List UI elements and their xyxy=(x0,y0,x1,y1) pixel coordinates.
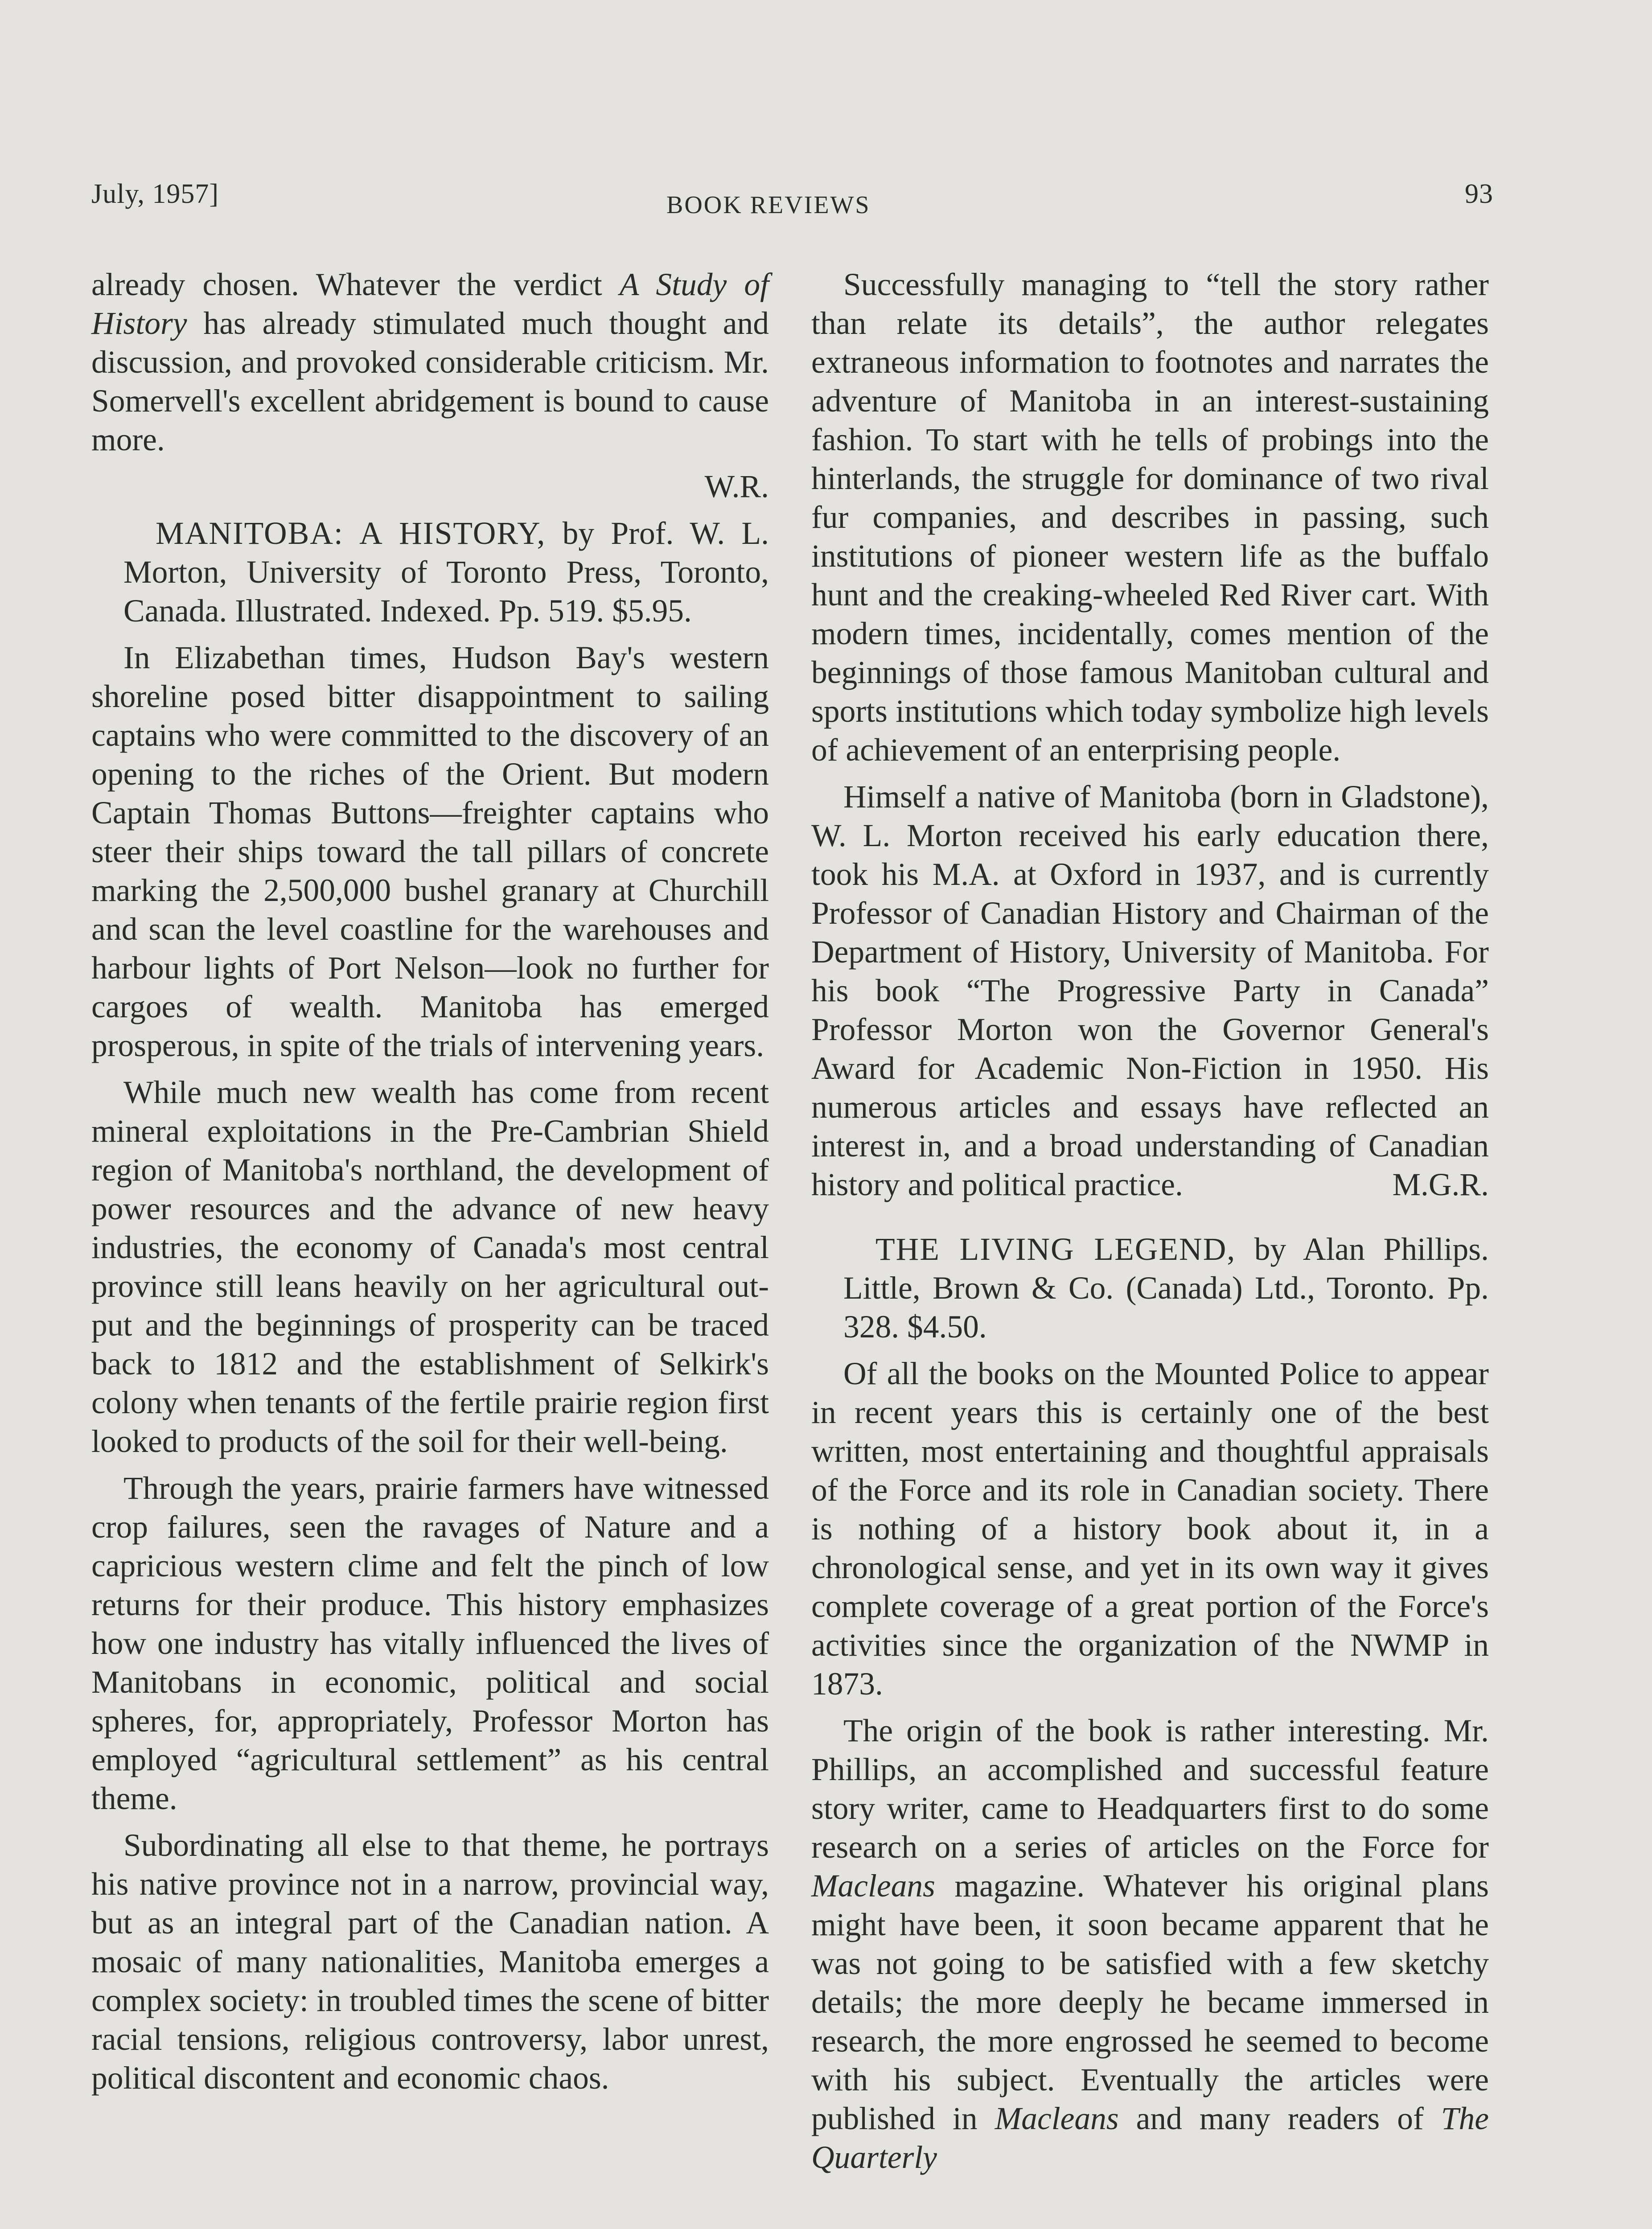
reviewer-signature: M.G.R. xyxy=(1392,1167,1489,1202)
paragraph: In Elizabethan times, Hudson Bay's western shoreline posed bitter disappointment to sailing captains who were committed to the discovery of an opening to the riches of the Orient. But modern Captain Thomas Buttons—freighter captains who steer their ships toward the tall pillars of concrete marking the 2,500,000 bushel granary at Churchill and scan the level coastline for the warehouses and harbour lights of Port Nelson—look no further for cargoes of wealth. Manitoba has emerged prosperous, in spite of the trials of intervening years. xyxy=(91,640,769,1063)
review-book-details: by Prof. W. L. Morton, University of Toronto Press, Toronto, Canada. Illustrated. Indexed. Pp. 519. $5.95. xyxy=(123,516,769,629)
running-header xyxy=(91,178,1493,218)
paragraph: While much new wealth has come from recent mineral exploitations in the Pre-Cambrian Shield region of Manitoba's northland, the development of power resources and the advance of new heavy industries, the economy of Canada's most central province still leans heavily on her agricultural out-put and the beginnings of prosperity can be traced back to 1812 and the establishment of Selkirk's colony when tenants of the fertile prairie region first looked to products of the soil for their well-being. xyxy=(91,1075,769,1459)
review-book-title: MANITOBA: A HISTORY, xyxy=(156,516,546,551)
paragraph: Himself a native of Manitoba (born in Gladstone), W. L. Morton received his early education there, took his M.A. at Oxford in 1937, and is currently Professor of Canadian History and Chairman of the Department of History, University of Manitoba. For his book “The Progressive Party in Canada” Professor Morton won the Governor General's Award for Academic Non-Fiction in 1950. His numerous articles and essays have reflected an interest in, and a broad understanding of Canadian history and political practice. M.G.R. xyxy=(811,777,1489,1204)
magazine-title-italic: The Quarterly xyxy=(811,2101,1489,2175)
section-title: BOOK REVIEWS xyxy=(666,191,871,219)
review-book-title: THE LIVING LEGEND, xyxy=(875,1232,1236,1267)
magazine-title-italic: Macleans xyxy=(994,2101,1119,2136)
book-title-italic: A Study of History xyxy=(91,267,769,341)
paragraph: Successfully managing to “tell the story rather than relate its details”, the author relegates extraneous information to footnotes and narrates the adventure of Manitoba in an interest-sustaining fashion. To start with he tells of probings into the hinterlands, the struggle for dominance of two rival fur companies, and describes in passing, such institutions of pioneer western life as the buffalo hunt and the creaking-wheeled Red River cart. With modern times, incidentally, comes mention of the beginnings of those famous Manitoban cultural and sports institutions which today symbolize high levels of achievement of an enterprising people. xyxy=(811,267,1489,768)
paragraph: The origin of the book is rather interesting. Mr. Phillips, an accomplished and successful feature story writer, came to Headquarters first to do some research on a series of articles on the Force for Macleans magazine. Whatever his original plans might have been, it soon became apparent that he was not going to be satisfied with a few sketchy details; the more deeply he became immersed in research, the more engrossed he seemed to become with his subject. Eventually the articles were published in Macleans and many readers of The Quarterly xyxy=(811,1713,1489,2175)
review-heading xyxy=(811,1230,1489,1346)
left-column xyxy=(91,265,769,2106)
review-heading xyxy=(91,514,769,630)
paragraph: Through the years, prairie farmers have witnessed crop failures, seen the ravages of Nature and a capricious western clime and felt the pinch of low returns for their produce. This history emphasizes how one industry has vitally influenced the lives of Manitobans in economic, political and social spheres, for, appropriately, Professor Morton has employed “agricultural settlement” as his central theme. xyxy=(91,1471,769,1816)
paragraph: Subordinating all else to that theme, he portrays his native province not in a narrow, provincial way, but as an integral part of the Canadian nation. A mosaic of many nationalities, Manitoba emerges a complex society: in troubled times the scene of bitter racial tensions, religious controversy, labor unrest, political discontent and economic chaos. xyxy=(91,1828,769,2096)
right-column xyxy=(811,265,1489,2185)
paragraph: already chosen. Whatever the verdict A Study of History has already stimulated much thought and discussion, and provoked considerable criticism. Mr. Somervell's excellent abridgement is bound to cause more. xyxy=(91,267,769,457)
paragraph: Of all the books on the Mounted Police to appear in recent years this is certainly one of the best written, most entertaining and thoughtful appraisals of the Force and its role in Canadian society. There is nothing of a history book about it, in a chronological sense, and yet in its own way it gives complete coverage of a great portion of the Force's activities since the organization of the NWMP in 1873. xyxy=(811,1356,1489,1702)
page-number: 93 xyxy=(1465,179,1493,209)
issue-date: July, 1957] xyxy=(91,179,219,209)
magazine-title-italic: Macleans xyxy=(811,1868,935,1904)
reviewer-signature: W.R. xyxy=(704,469,769,504)
review-book-details: by Alan Phillips. Little, Brown & Co. (Canada) Ltd., Toronto. Pp. 328. $4.50. xyxy=(843,1232,1489,1345)
